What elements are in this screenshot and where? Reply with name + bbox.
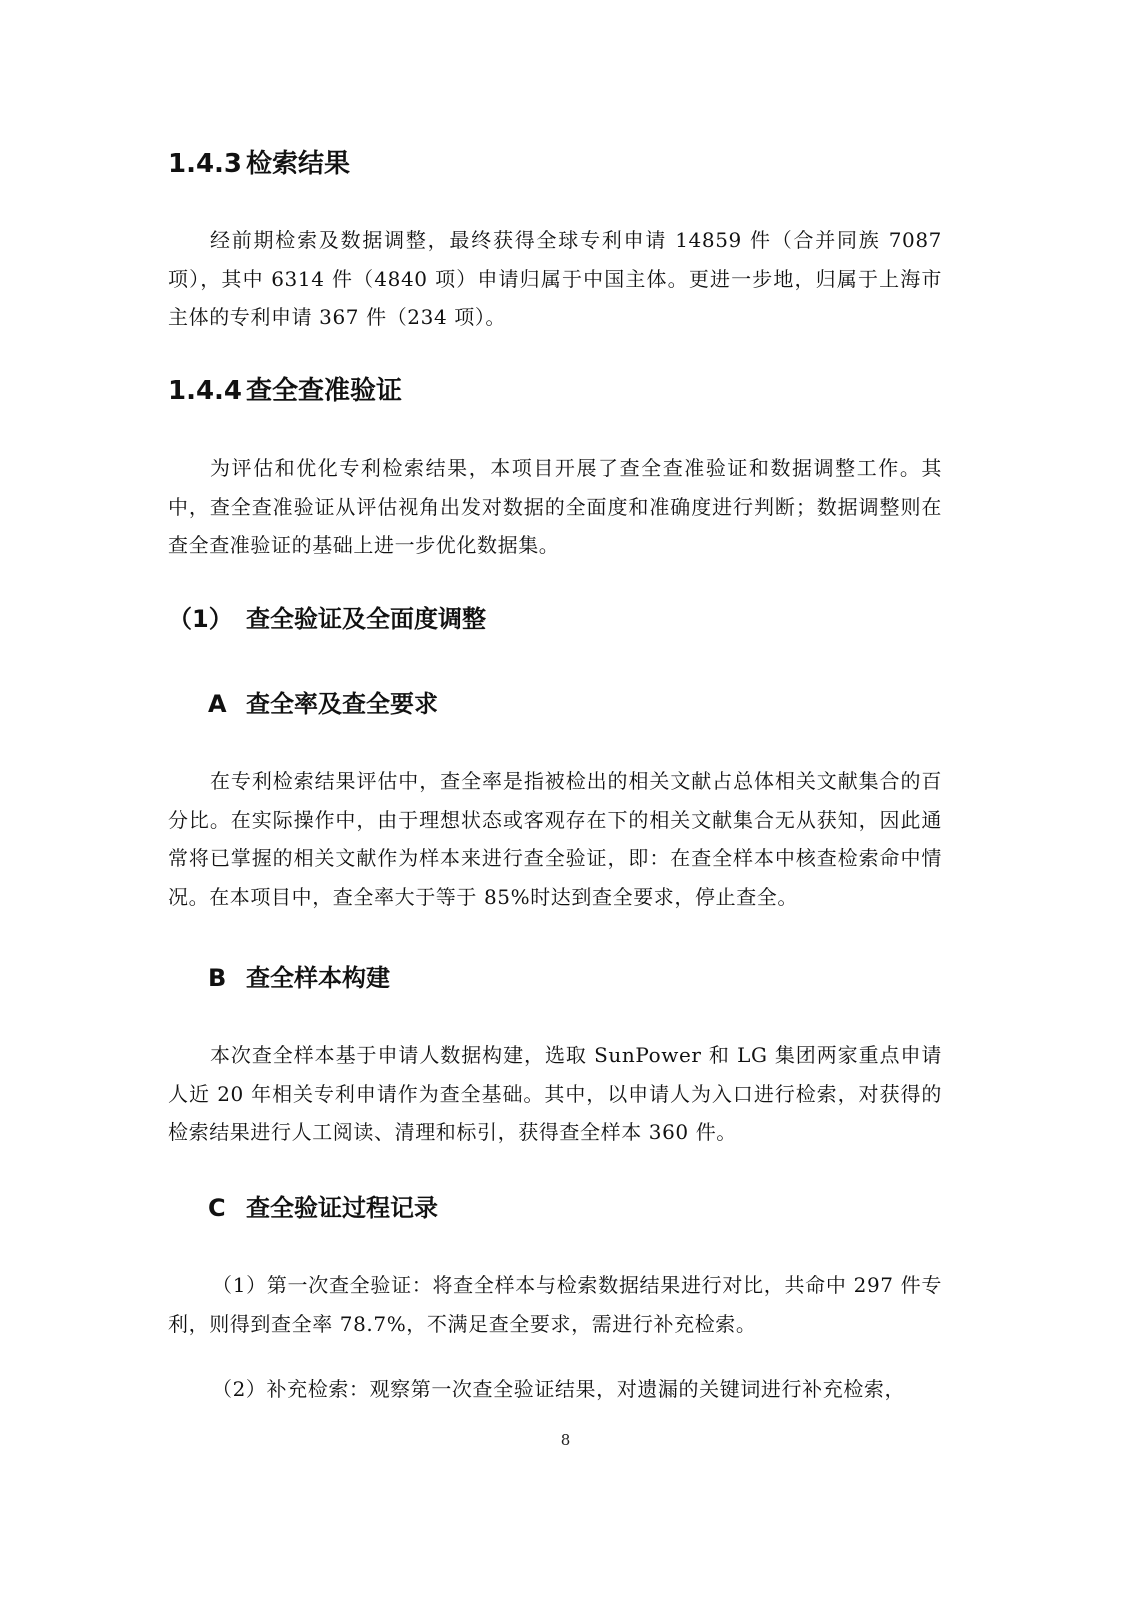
section-title: 检索结果 [246, 149, 351, 179]
section-heading-1-4-3 [168, 146, 350, 182]
subsection-letter: B [208, 964, 227, 992]
paragraph-sample-construction: 本次查全样本基于申请人数据构建，选取 SunPower 和 LG 集团两家重点申请人近 20 年相关专利申请作为查全基础。其中，以申请人为入口进行检索，对获得的检索结果进行人工阅读、清理和标引，获得查全样本 360 件。 [168, 1043, 942, 1144]
section-heading-1-4-4 [168, 373, 402, 409]
page-number: 8 [560, 1431, 571, 1449]
subsection-number: （1） [168, 605, 233, 633]
section-number: 1.4.4 [168, 376, 243, 406]
subsection-title: 查全率及查全要求 [246, 690, 438, 718]
section-title: 查全查准验证 [246, 376, 403, 406]
subsection-letter: A [208, 690, 227, 718]
paragraph-results: 经前期检索及数据调整，最终获得全球专利申请 14859 件（合并同族 7087 项），其中 6314 件（4840 项）申请归属于中国主体。更进一步地，归属于上海市主体的专利申请 367 件（234 项）。 [168, 228, 942, 329]
subsection-heading-1 [168, 602, 486, 636]
subsection-heading-a [208, 687, 438, 721]
subsection-heading-c [208, 1191, 438, 1225]
subsection-heading-b [208, 961, 390, 995]
paragraph-step-2: （2）补充检索：观察第一次查全验证结果，对遗漏的关键词进行补充检索， [212, 1377, 906, 1401]
subsection-letter: C [208, 1194, 226, 1222]
paragraph-recall-definition: 在专利检索结果评估中，查全率是指被检出的相关文献占总体相关文献集合的百分比。在实际操作中，由于理想状态或客观存在下的相关文献集合无从获知，因此通常将已掌握的相关文献作为样本来进行查全验证，即：在查全样本中核查检索命中情况。在本项目中，查全率大于等于 85%时达到查全要求，停止查全。 [168, 769, 942, 909]
section-number: 1.4.3 [168, 149, 243, 179]
subsection-title: 查全验证过程记录 [246, 1194, 438, 1222]
paragraph-verification-intro: 为评估和优化专利检索结果，本项目开展了查全查准验证和数据调整工作。其中，查全查准验证从评估视角出发对数据的全面度和准确度进行判断；数据调整则在查全查准验证的基础上进一步优化数据集。 [168, 456, 942, 557]
subsection-title: 查全验证及全面度调整 [246, 605, 486, 633]
subsection-title: 查全样本构建 [246, 964, 390, 992]
paragraph-step-1: （1）第一次查全验证：将查全样本与检索数据结果进行对比，共命中 297 件专利，则得到查全率 78.7%，不满足查全要求，需进行补充检索。 [168, 1273, 942, 1336]
